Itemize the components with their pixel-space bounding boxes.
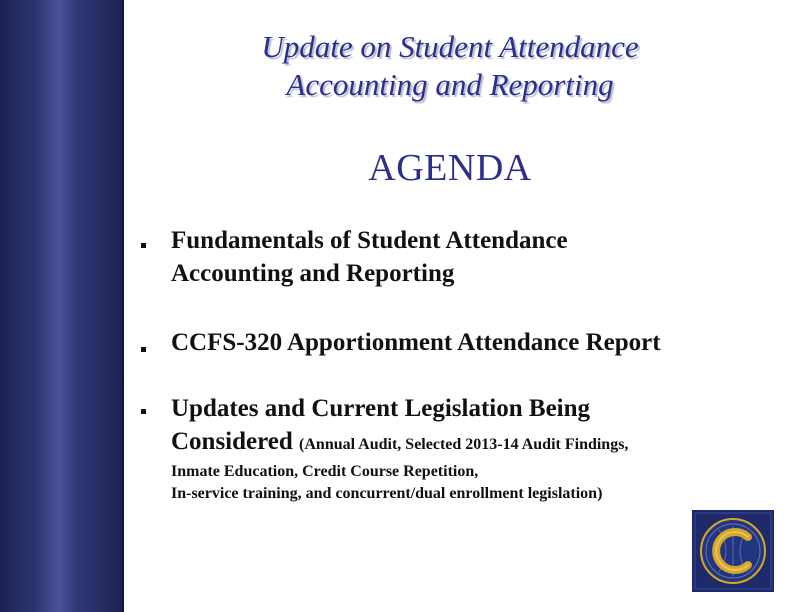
- agenda-item-3-detail-2: Inmate Education, Credit Course Repetition,: [171, 463, 479, 480]
- agenda-item-3-line-2: Considered: [171, 428, 293, 455]
- agenda-item-3-detail-1: (Annual Audit, Selected 2013-14 Audit Findings,: [299, 436, 629, 453]
- agenda-item-2: [171, 326, 661, 359]
- left-decorative-band: [0, 0, 124, 612]
- bullet-2-icon: [141, 347, 146, 352]
- title-line-1: Update on Student Attendance: [261, 29, 639, 64]
- bullet-3-icon: [141, 409, 146, 414]
- slide-title: [150, 28, 750, 104]
- agenda-item-3: [171, 392, 628, 505]
- title-line-2: Accounting and Reporting: [286, 67, 614, 102]
- bullet-1-icon: [141, 243, 146, 248]
- agenda-item-1-line-2: Accounting and Reporting: [171, 260, 455, 287]
- agenda-heading: AGENDA: [368, 147, 532, 189]
- agenda-item-3-detail-3: In-service training, and concurrent/dual enrollment legislation): [171, 485, 603, 502]
- agenda-item-1-line-1: Fundamentals of Student Attendance: [171, 227, 568, 254]
- agenda-item-2-line-1: CCFS-320 Apportionment Attendance Report: [171, 329, 661, 356]
- agenda-item-3-line-1: Updates and Current Legislation Being: [171, 395, 591, 422]
- california-community-colleges-seal-icon: [692, 510, 774, 592]
- agenda-item-1: [171, 224, 568, 290]
